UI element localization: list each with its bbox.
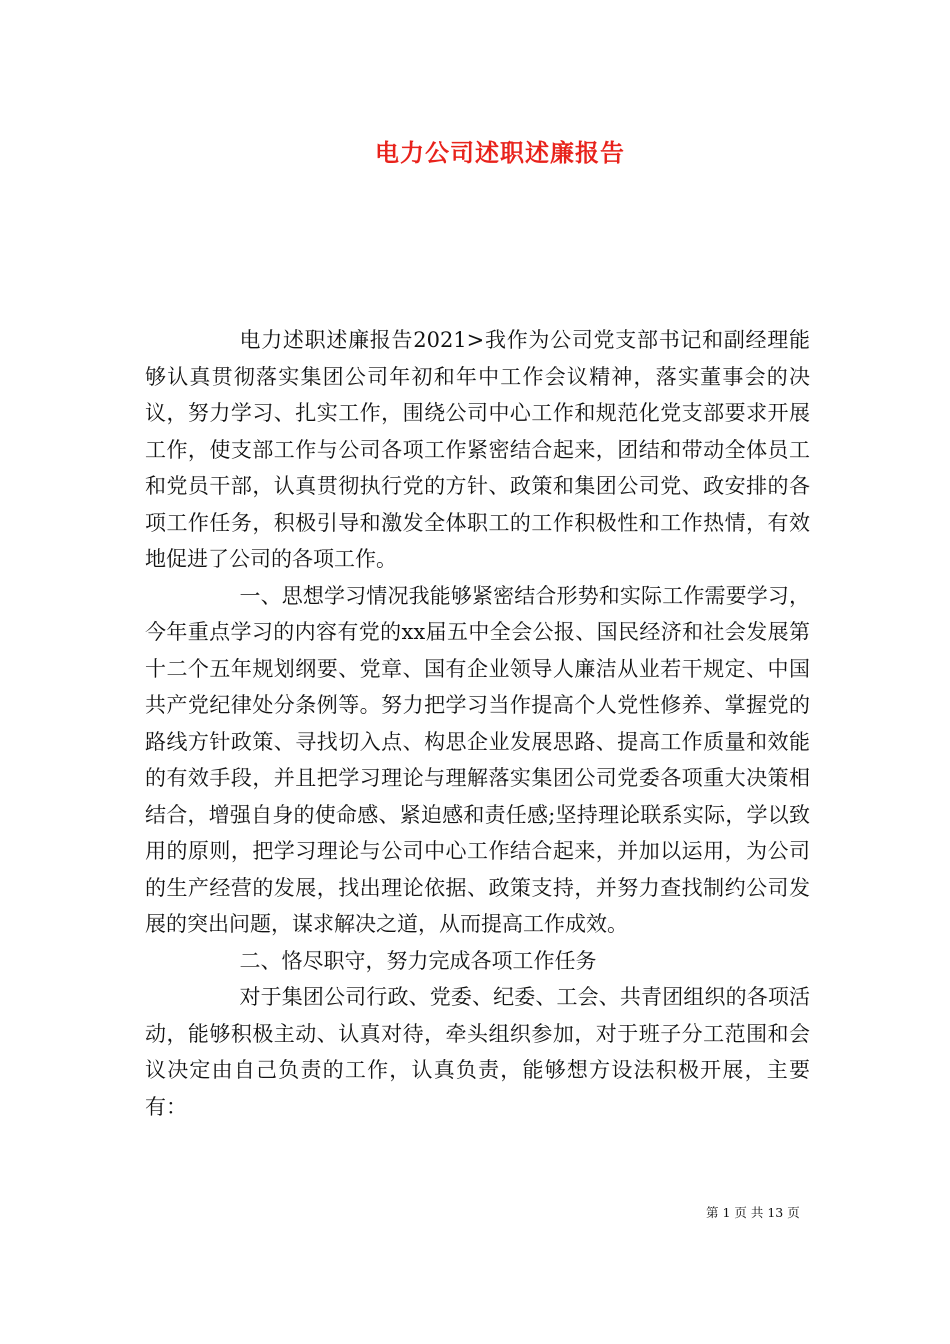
paragraph-section-2: 对于集团公司行政、党委、纪委、工会、共青团组织的各项活动，能够积极主动、认真对待，牵头组织参加，对于班子分工范围和会议决定由自己负责的工作，认真负责，能够想方设法积极开展，主要有： xyxy=(145,985,810,1119)
page-footer: 第 1 页 共 13 页 xyxy=(706,1205,800,1220)
paragraph-section-1: 一、思想学习情况我能够紧密结合形势和实际工作需要学习，今年重点学习的内容有党的xx届五中全会公报、国民经济和社会发展第十二个五年规划纲要、党章、国有企业领导人廉洁从业若干规定、中国共产党纪律处分条例等。努力把学习当作提高个人党性修养、掌握党的路线方针政策、寻找切入点、构思企业发展思路、提高工作质量和效能的有效手段，并且把学习理论与理解落实集团公司党委各项重大决策相结合，增强自身的使命感、紧迫感和责任感;坚持理论联系实际，学以致用的原则，把学习理论与公司中心工作结合起来，并加以运用，为公司的生产经营的发展，找出理论依据、政策支持，并努力查找制约公司发展的突出问题，谋求解决之道，从而提高工作成效。 xyxy=(145,583,810,936)
document-body xyxy=(145,322,810,1125)
section-heading-2: 二、恪尽职守，努力完成各项工作任务 xyxy=(239,948,597,973)
paragraph-intro: 电力述职述廉报告2021>我作为公司党支部书记和副经理能够认真贯彻落实集团公司年初和年中工作会议精神，落实董事会的决议，努力学习、扎实工作，围绕公司中心工作和规范化党支部要求开展工作，使支部工作与公司各项工作紧密结合起来，团结和带动全体员工和党员干部，认真贯彻执行党的方针、政策和集团公司党、政安排的各项工作任务，积极引导和激发全体职工的工作积极性和工作热情，有效地促进了公司的各项工作。 xyxy=(145,328,810,571)
document-title: 电力公司述职述廉报告 xyxy=(375,138,625,167)
